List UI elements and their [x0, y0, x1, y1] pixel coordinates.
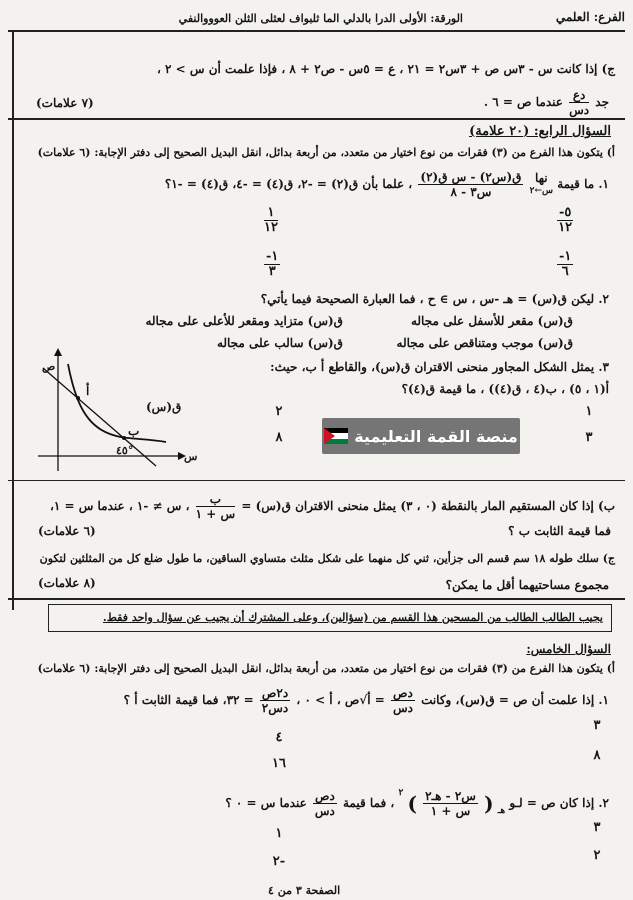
q4-item1-opt4[interactable] — [262, 250, 282, 279]
q4-part-b-num: ب — [196, 492, 236, 507]
q5-item1-opt4[interactable]: ١٦ — [272, 756, 286, 771]
paren-open: ( — [484, 791, 494, 816]
q4-part-c-line1: ج) سلك طوله ١٨ سم قسم الى جزأين، ثني كل منهما على شكل مثلث متساوي الساقين، ما طول ضلع كل من المثلثين لتكون — [39, 552, 615, 565]
q4-part-b — [50, 492, 615, 521]
section-rule-3 — [8, 598, 625, 600]
opt-num: ١- — [266, 249, 279, 264]
opt-den: ٣ — [268, 264, 276, 279]
q5-item2-d-num: دص — [314, 789, 335, 803]
q5-item1-f2-den: دس٢ — [261, 701, 289, 715]
q4-item2-opt4[interactable]: ق(س) سالب على مجاله — [216, 336, 343, 350]
lim-sub: س←٢ — [529, 185, 553, 196]
q5-item2-base: هـ — [497, 806, 506, 816]
q4-part-c-line2: مجموع مساحتيهما أقل ما يمكن؟ — [445, 578, 609, 592]
watermark-text: منصة القمة التعليمية — [354, 426, 518, 446]
opt-num: ١ — [264, 206, 278, 221]
q5-item1-f1-den: دس — [392, 701, 413, 715]
graph-curve-label: ق(س) — [146, 400, 182, 414]
palestine-flag-icon — [324, 428, 348, 444]
q4-item1-fraction — [418, 170, 523, 199]
q5-title: السؤال الخامس: — [526, 642, 611, 656]
q4-item3-opt4[interactable]: ٨ — [275, 430, 283, 445]
q4-item1-opt2[interactable] — [262, 206, 280, 235]
point-b-dot — [122, 436, 126, 440]
top-marks: (٧ علامات) — [36, 96, 94, 110]
q4-item3-graph — [28, 346, 198, 476]
graph-angle: ٤٥° — [116, 444, 134, 457]
q4-part-b-marks: (٦ علامات) — [38, 524, 96, 538]
q4-item1-opt1[interactable] — [555, 206, 575, 235]
header-rule — [8, 30, 625, 32]
opt-den: ٦ — [561, 264, 569, 279]
q5-item1-opt1[interactable]: ٣ — [593, 718, 601, 733]
q4-item1 — [165, 170, 609, 199]
top-part-c: ج) إذا كانت س - ٣س ص + ٣س٢ = ٢١ ، ع = ٥س - ص٢ + ٨ ، فإذا علمت أن س > ٢ ، — [156, 62, 615, 76]
q5-item2-opt3[interactable]: ٢ — [593, 848, 601, 863]
top-fraction — [569, 88, 589, 117]
q5-item2-prefix: ٢. إذا كان ص = لـو — [509, 796, 609, 810]
top-find-suffix: عندما ص = ٦ . — [483, 95, 563, 109]
paren-close: ) — [407, 791, 417, 816]
q4-item3-opt2[interactable]: ٢ — [275, 404, 283, 419]
q4-part-b-den: س + ١ — [195, 507, 236, 521]
q4-part-b-suffix: ، س ≠ -١ ، عندما س = ١، — [49, 499, 190, 513]
section-rule-2 — [8, 480, 625, 481]
graph-x-label: س — [184, 450, 198, 463]
q4-item2-opt1[interactable]: ق(س) مقعر للأسفل على مجاله — [410, 314, 573, 328]
q4-part-b-prefix: ب) إذا كان المستقيم المار بالنقطة (٠ ، ٣) يمثل منحنى الاقتران ق(س) = — [241, 499, 615, 513]
q4-part-a: أ) يتكون هذا الفرع من (٣) فقرات من نوع اختيار من متعدد، من أربعة بدائل، انقل البديل الصحيح إلى دفتر الإجابة: (٦ علامات) — [37, 146, 615, 159]
q5-item2-d-den: دس — [314, 804, 335, 818]
q5-item2-mid: ، فما قيمة — [343, 796, 395, 810]
q4-item1-den: س٣ - ٨ — [450, 185, 492, 199]
top-frac-num: دع — [569, 88, 589, 103]
q5-item2-opt4[interactable]: ٢- — [272, 854, 286, 869]
q4-item1-num: ق(س٢) - س ق(٢) — [420, 170, 522, 184]
q5-item2-opt1[interactable]: ٣ — [593, 820, 601, 835]
q4-item2-opt2[interactable]: ق(س) متزايد ومقعر للأعلى على مجاله — [145, 314, 343, 328]
top-find — [484, 88, 609, 117]
q4-item3-stem: ٣. يمثل الشكل المجاور منحنى الاقتران ق(س)، والقاطع أ ب، حيث: — [270, 360, 609, 374]
q5-item1-opt2[interactable]: ٤ — [275, 730, 283, 745]
q5-item2-suffix: عندما س = ٠ ؟ — [225, 796, 307, 810]
q4-item3-points: أ(١ ، ٥) ، ب(٤ ، ق(٤)) ، ما قيمة ق(٤)؟ — [401, 382, 609, 396]
graph-point-a: أ — [86, 384, 90, 398]
q5-item1-suffix: = ٣٢، فما قيمة الثابت أ ؟ — [123, 693, 254, 707]
notice-text: يجيب الطالب الطالب من المسحين هذا القسم من (سؤالين)، وعلى المشترك أن يجيب عن سؤال واحد فقط. — [102, 611, 603, 624]
lim-word: نها — [535, 170, 548, 185]
graph-point-b: ب — [128, 424, 140, 438]
q4-item1-opt3[interactable] — [555, 250, 575, 279]
q4-item1-condition: ، علما بأن ق(٢) = -٢، ق(٤) = -٤، ق(٤) = -١؟ — [164, 177, 413, 191]
q4-item2-opt3[interactable]: ق(س) موجب ومتناقص على مجاله — [396, 336, 573, 350]
q5-item2-power: ٢ — [398, 788, 404, 798]
q4-item1-limit — [530, 172, 553, 198]
q4-part-c-marks: (٨ علامات) — [38, 576, 96, 590]
y-axis-arrow — [54, 348, 62, 356]
q4-part-b-line2: فما قيمة الثابت ب ؟ — [508, 524, 611, 538]
top-frac-den: دس — [569, 103, 590, 117]
opt-den: ١٢ — [264, 220, 278, 235]
header-paper: الورقة: الأولى الدرا بالدلي الما ثلبواف لعثلى الثلن العوووالنفي — [178, 12, 463, 25]
opt-den: ١٢ — [558, 220, 573, 235]
graph-y-label: ص — [42, 360, 56, 373]
q5-item1-prefix: ١. إذا علمت أن ص = ق(س)، وكانت — [421, 693, 609, 707]
q5-item2-opt2[interactable]: ١ — [275, 826, 283, 841]
secant-line — [43, 368, 156, 466]
q5-item1-opt3[interactable]: ٨ — [593, 748, 601, 763]
q5-part-a: أ) يتكون هذا الفرع من (٣) فقرات من نوع اختيار من متعدد، من أربعة بدائل، انقل البديل الصحيح إلى دفتر الإجابة: (٦ علامات) — [37, 662, 615, 675]
opt-num: ٥- — [559, 205, 572, 220]
q5-item2 — [225, 788, 609, 818]
q5-item1-f1-num: دص — [393, 686, 413, 700]
q4-item3-opt1[interactable]: ١ — [585, 404, 593, 419]
opt-num: ١- — [559, 249, 572, 264]
left-margin-rule — [12, 30, 14, 610]
q4-item1-prefix: ١. ما قيمة — [557, 177, 609, 191]
q5-item1 — [124, 686, 609, 715]
q5-item2-num: س٢ - هـ٢ — [425, 789, 476, 803]
q5-item2-den: س + ١ — [430, 804, 471, 818]
page-footer: الصفحة ٣ من ٤ — [268, 884, 341, 897]
q4-title: السؤال الرابع: (٢٠ علامة) — [469, 124, 611, 139]
top-find-prefix: جد — [595, 95, 609, 109]
point-a-dot — [76, 396, 80, 400]
q4-item3-opt3[interactable]: ٣ — [585, 430, 593, 445]
section-rule-1 — [8, 118, 625, 120]
q5-item1-mid: = أ√ص ، أ > ٠ ، — [296, 693, 385, 707]
q4-item2-stem: ٢. ليكن ق(س) = هـ -س ، س ∋ ح ، فما العبارة الصحيحة فيما يأتي؟ — [260, 292, 609, 306]
watermark-badge — [322, 418, 520, 454]
header-branch: الفرع: العلمي — [555, 10, 625, 24]
q5-item1-f2-num: د٢ص — [261, 686, 289, 700]
